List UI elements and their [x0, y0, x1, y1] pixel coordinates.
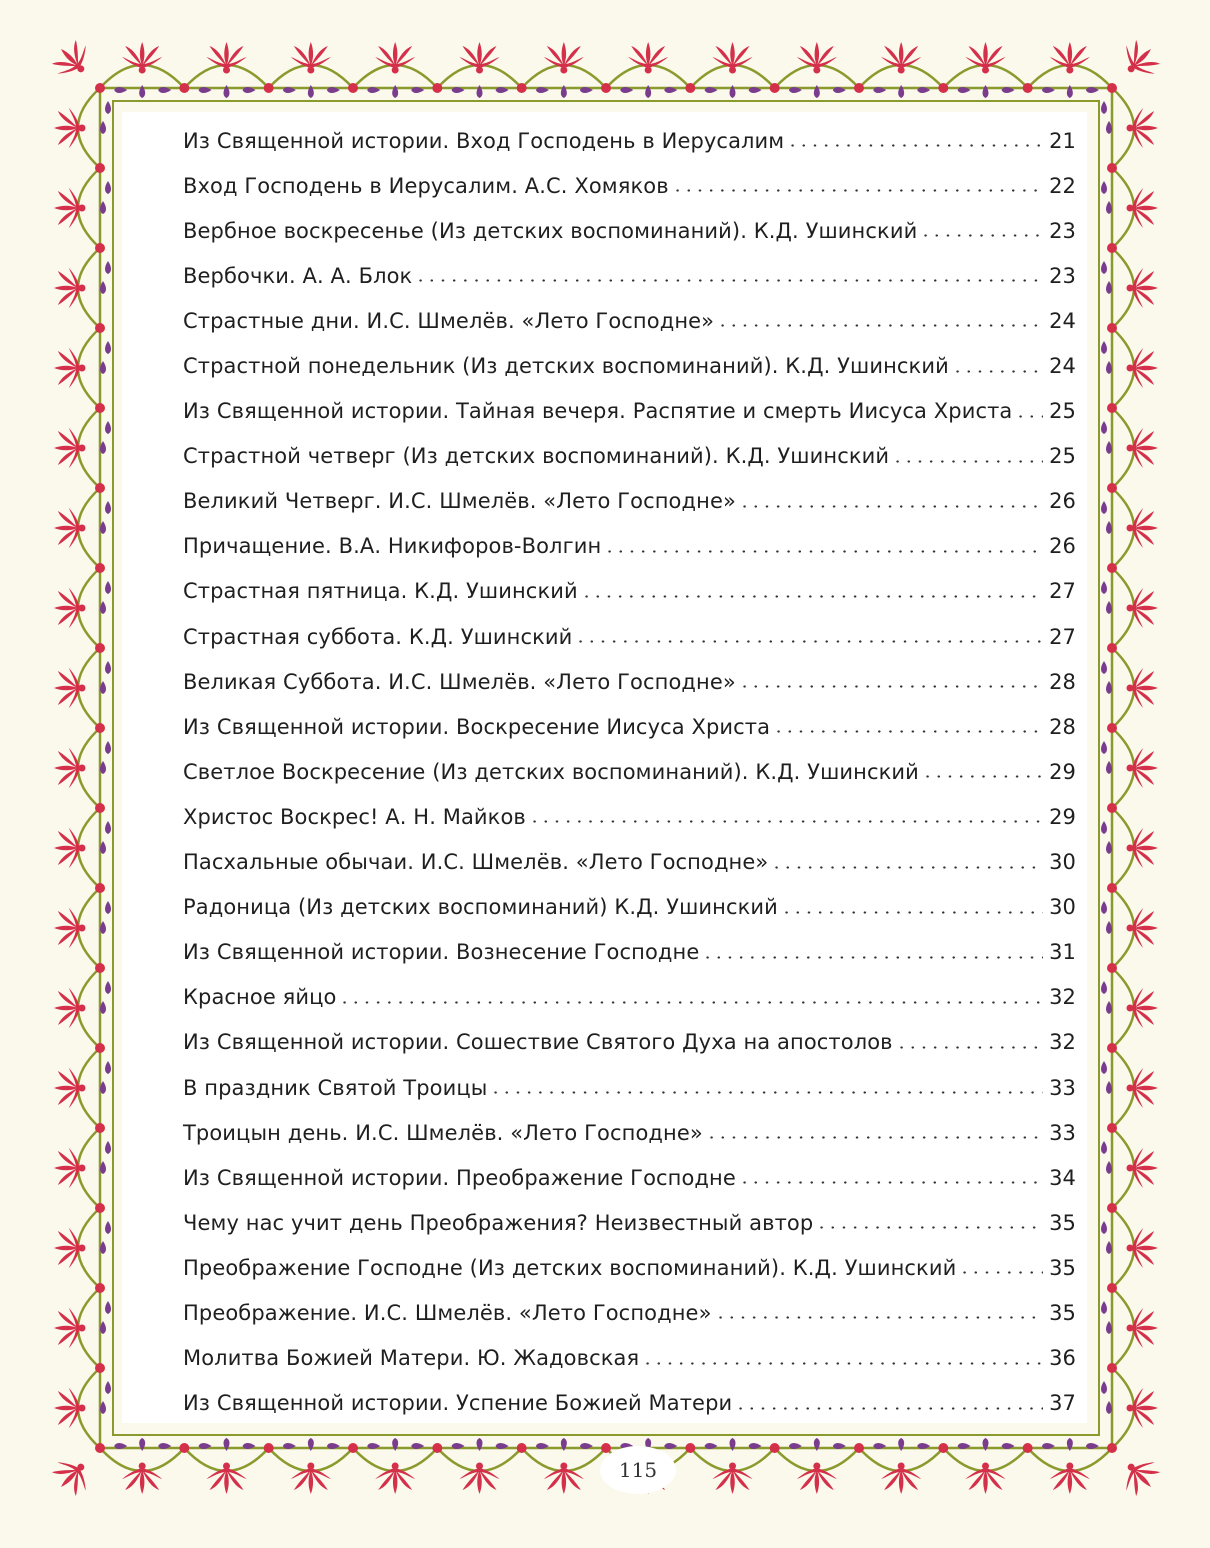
toc-entry [183, 1245, 1076, 1290]
red-dot-icon [1107, 883, 1117, 893]
toc-entry [183, 389, 1076, 434]
purple-drop-icon [1101, 581, 1107, 594]
toc-entry-page: 36 [1049, 1346, 1076, 1371]
toc-entry [183, 704, 1076, 749]
dot-leader [706, 1136, 1043, 1139]
red-dot-icon [95, 1123, 105, 1133]
red-dot-icon [938, 1443, 948, 1453]
red-dot-icon [179, 83, 189, 93]
toc-entry-title: Великий Четверг. И.С. Шмелёв. «Лето Господне» [183, 489, 736, 514]
toc-entry [183, 569, 1076, 614]
toc-entry-title: Пасхальные обычаи. И.С. Шмелёв. «Лето Господне» [183, 850, 769, 875]
red-dot-icon [1107, 1203, 1117, 1213]
toc-entry-page: 31 [1049, 940, 1076, 965]
red-dot-icon [1107, 403, 1117, 413]
red-dot-icon [1107, 1123, 1117, 1133]
red-dot-icon [95, 483, 105, 493]
red-dot-icon [432, 83, 442, 93]
toc-entry-page: 25 [1049, 444, 1076, 469]
purple-drop-icon [105, 1301, 111, 1314]
red-dot-icon [517, 83, 527, 93]
toc-entry-title: Из Священной истории. Вознесение Господне [183, 940, 700, 965]
red-dot-icon [432, 1443, 442, 1453]
toc-entry-title: Вход Господень в Иерусалим. А.С. Хомяков [183, 173, 669, 198]
dot-leader [787, 144, 1043, 147]
red-dot-icon [770, 1443, 780, 1453]
dot-leader [739, 1181, 1043, 1184]
toc-entry [183, 163, 1076, 208]
dot-leader [642, 1362, 1043, 1365]
red-dot-icon [1107, 723, 1117, 733]
dot-leader [702, 956, 1043, 959]
purple-drop-icon [1101, 661, 1107, 674]
toc-entry [183, 614, 1076, 659]
toc-entry-page: 33 [1049, 1120, 1076, 1145]
toc-entry-title: В праздник Святой Троицы [183, 1075, 488, 1100]
toc-entry [183, 794, 1076, 839]
purple-drop-icon [1101, 341, 1107, 354]
page-number: 115 [600, 1446, 676, 1494]
toc-entry-page: 24 [1049, 354, 1076, 379]
dot-leader [604, 550, 1043, 553]
toc-entry-title: Преображение. И.С. Шмелёв. «Лето Господне» [183, 1300, 712, 1325]
toc-entry-title: Вербочки. А. А. Блок [183, 263, 413, 288]
toc-entry-title: Великая Суббота. И.С. Шмелёв. «Лето Господне» [183, 669, 736, 694]
dot-leader [952, 370, 1043, 373]
toc-entry-title: Страстная суббота. К.Д. Ушинский [183, 624, 573, 649]
toc-entry-title: Из Священной истории. Успение Божией Матери [183, 1391, 733, 1416]
toc-entry-title: Троицын день. И.С. Шмелёв. «Лето Господне» [183, 1120, 703, 1145]
red-dot-icon [264, 1443, 274, 1453]
dot-leader [896, 1046, 1043, 1049]
dot-leader [490, 1091, 1043, 1094]
toc-entry [183, 118, 1076, 163]
red-dot-icon [1107, 643, 1117, 653]
toc-entry-title: Светлое Воскресение (Из детских воспоминаний). К.Д. Ушинский [183, 759, 919, 784]
red-dot-icon [1107, 1283, 1117, 1293]
toc-entry-page: 35 [1049, 1210, 1076, 1235]
red-dot-icon [95, 1203, 105, 1213]
dot-leader [922, 775, 1043, 778]
red-dot-icon [601, 1443, 611, 1453]
lotus-flower-icon [47, 1451, 98, 1502]
toc-entry [183, 208, 1076, 253]
toc-entry-page: 35 [1049, 1255, 1076, 1280]
red-dot-icon [854, 1443, 864, 1453]
lotus-flower-icon [1115, 1451, 1166, 1502]
toc-entry-page: 22 [1049, 173, 1076, 198]
toc-entry [183, 749, 1076, 794]
toc-entry [183, 930, 1076, 975]
toc-entry [183, 1336, 1076, 1381]
toc-entry [183, 975, 1076, 1020]
toc-entry-title: Страстная пятница. К.Д. Ушинский [183, 579, 578, 604]
red-dot-icon [95, 1443, 105, 1453]
dot-leader [920, 234, 1043, 237]
purple-drop-icon [1101, 261, 1107, 274]
red-dot-icon [1107, 803, 1117, 813]
purple-drop-icon [105, 421, 111, 434]
dot-leader [735, 1407, 1043, 1410]
red-dot-icon [264, 83, 274, 93]
purple-drop-icon [105, 261, 111, 274]
dot-leader [959, 1271, 1043, 1274]
toc-entry-title: Из Священной истории. Вход Господень в Иерусалим [183, 128, 785, 153]
dot-leader [717, 324, 1043, 327]
toc-entry-title: Из Священной истории. Воскресение Иисуса Христа [183, 714, 771, 739]
table-of-contents [183, 118, 1076, 1426]
toc-entry [183, 1065, 1076, 1110]
toc-entry [183, 1381, 1076, 1426]
toc-entry [183, 434, 1076, 479]
red-dot-icon [95, 323, 105, 333]
dot-leader [672, 189, 1043, 192]
red-dot-icon [770, 83, 780, 93]
red-dot-icon [348, 1443, 358, 1453]
toc-entry [183, 253, 1076, 298]
dot-leader [781, 911, 1043, 914]
red-dot-icon [1107, 1443, 1117, 1453]
dot-leader [739, 505, 1043, 508]
red-dot-icon [95, 1283, 105, 1293]
purple-drop-icon [1101, 101, 1107, 114]
red-dot-icon [95, 1043, 105, 1053]
dot-leader [739, 685, 1043, 688]
purple-drop-icon [1101, 1141, 1107, 1154]
purple-drop-icon [1101, 1301, 1107, 1314]
toc-entry-page: 26 [1049, 534, 1076, 559]
toc-entry-page: 33 [1049, 1075, 1076, 1100]
purple-drop-icon [105, 581, 111, 594]
red-dot-icon [95, 883, 105, 893]
toc-entry-title: Молитва Божией Матери. Ю. Жадовская [183, 1346, 640, 1371]
red-dot-icon [1107, 1043, 1117, 1053]
toc-entry-title: Преображение Господне (Из детских воспоминаний). К.Д. Ушинский [183, 1255, 957, 1280]
purple-drop-icon [1101, 1221, 1107, 1234]
toc-entry-title: Чему нас учит день Преображения? Неизвестный автор [183, 1210, 814, 1235]
toc-entry-page: 23 [1049, 218, 1076, 243]
dot-leader [892, 460, 1043, 463]
red-dot-icon [1107, 483, 1117, 493]
purple-drop-icon [105, 821, 111, 834]
red-dot-icon [1023, 1443, 1033, 1453]
red-dot-icon [95, 243, 105, 253]
dot-leader [773, 730, 1043, 733]
toc-entry [183, 524, 1076, 569]
toc-entry-page: 37 [1049, 1391, 1076, 1416]
red-dot-icon [1107, 963, 1117, 973]
toc-entry [183, 1110, 1076, 1155]
dot-leader [715, 1316, 1044, 1319]
purple-drop-icon [105, 341, 111, 354]
toc-entry-page: 24 [1049, 308, 1076, 333]
purple-drop-icon [1101, 821, 1107, 834]
purple-drop-icon [1101, 901, 1107, 914]
red-dot-icon [1107, 163, 1117, 173]
toc-entry-title: Из Священной истории. Преображение Господне [183, 1165, 736, 1190]
red-dot-icon [95, 723, 105, 733]
red-dot-icon [95, 963, 105, 973]
purple-drop-icon [1101, 501, 1107, 514]
purple-drop-icon [1101, 741, 1107, 754]
red-dot-icon [1107, 563, 1117, 573]
red-dot-icon [685, 83, 695, 93]
toc-entry-title: Радоница (Из детских воспоминаний) К.Д. Ушинский [183, 895, 778, 920]
toc-entry-page: 28 [1049, 714, 1076, 739]
toc-entry-page: 21 [1049, 128, 1076, 153]
red-dot-icon [685, 1443, 695, 1453]
toc-entry-title: Красное яйцо [183, 985, 337, 1010]
red-dot-icon [1107, 1363, 1117, 1373]
red-dot-icon [95, 1363, 105, 1373]
toc-entry-page: 26 [1049, 489, 1076, 514]
toc-entry-page: 29 [1049, 759, 1076, 784]
purple-drop-icon [1101, 1381, 1107, 1394]
lotus-flower-icon [47, 35, 98, 86]
purple-drop-icon [1101, 981, 1107, 994]
toc-entry [183, 1200, 1076, 1245]
dot-leader [575, 640, 1043, 643]
lotus-flower-icon [1115, 35, 1166, 86]
purple-drop-icon [105, 1061, 111, 1074]
toc-entry-page: 29 [1049, 804, 1076, 829]
toc-entry-page: 30 [1049, 850, 1076, 875]
toc-entry [183, 885, 1076, 930]
toc-entry-page: 27 [1049, 579, 1076, 604]
toc-entry [183, 659, 1076, 704]
purple-drop-icon [1101, 421, 1107, 434]
toc-entry-page: 25 [1049, 399, 1076, 424]
red-dot-icon [1107, 83, 1117, 93]
toc-entry-title: Страстной понедельник (Из детских воспоминаний). К.Д. Ушинский [183, 354, 949, 379]
red-dot-icon [601, 83, 611, 93]
purple-drop-icon [105, 1381, 111, 1394]
toc-entry-title: Страстные дни. И.С. Шмелёв. «Лето Господне» [183, 308, 715, 333]
toc-entry-title: Из Священной истории. Тайная вечеря. Распятие и смерть Иисуса Христа [183, 399, 1013, 424]
toc-entry-page: 28 [1049, 669, 1076, 694]
red-dot-icon [95, 163, 105, 173]
purple-drop-icon [105, 1141, 111, 1154]
dot-leader [339, 1001, 1043, 1004]
toc-entry-title: Страстной четверг (Из детских воспоминаний). К.Д. Ушинский [183, 444, 890, 469]
toc-entry-page: 30 [1049, 895, 1076, 920]
toc-entry-page: 34 [1049, 1165, 1076, 1190]
dot-leader [529, 820, 1043, 823]
toc-entry-page: 35 [1049, 1300, 1076, 1325]
toc-entry-page: 32 [1049, 1030, 1076, 1055]
dot-leader [771, 866, 1043, 869]
toc-entry-title: Христос Воскрес! А. Н. Майков [183, 804, 526, 829]
red-dot-icon [1023, 83, 1033, 93]
toc-entry [183, 343, 1076, 388]
red-dot-icon [1107, 323, 1117, 333]
purple-drop-icon [1101, 1061, 1107, 1074]
purple-drop-icon [105, 181, 111, 194]
toc-entry [183, 840, 1076, 885]
dot-leader [415, 279, 1043, 282]
red-dot-icon [938, 83, 948, 93]
red-dot-icon [95, 803, 105, 813]
red-dot-icon [1107, 243, 1117, 253]
purple-drop-icon [1101, 181, 1107, 194]
red-dot-icon [517, 1443, 527, 1453]
dot-leader [816, 1226, 1043, 1229]
toc-entry [183, 1155, 1076, 1200]
dot-leader [581, 595, 1043, 598]
purple-drop-icon [105, 661, 111, 674]
red-dot-icon [95, 563, 105, 573]
toc-entry-page: 32 [1049, 985, 1076, 1010]
toc-entry-title: Из Священной истории. Сошествие Святого Духа на апостолов [183, 1030, 893, 1055]
red-dot-icon [95, 83, 105, 93]
purple-drop-icon [105, 901, 111, 914]
purple-drop-icon [105, 101, 111, 114]
toc-entry [183, 298, 1076, 343]
red-dot-icon [95, 403, 105, 413]
toc-entry-page: 27 [1049, 624, 1076, 649]
toc-entry [183, 479, 1076, 524]
red-dot-icon [179, 1443, 189, 1453]
red-dot-icon [854, 83, 864, 93]
purple-drop-icon [105, 741, 111, 754]
red-dot-icon [348, 83, 358, 93]
purple-drop-icon [105, 501, 111, 514]
purple-drop-icon [105, 1221, 111, 1234]
toc-entry [183, 1290, 1076, 1335]
dot-leader [1015, 415, 1043, 418]
toc-entry-page: 23 [1049, 263, 1076, 288]
toc-entry-title: Вербное воскресенье (Из детских воспоминаний). К.Д. Ушинский [183, 218, 918, 243]
toc-entry-title: Причащение. В.А. Никифоров-Волгин [183, 534, 602, 559]
red-dot-icon [95, 643, 105, 653]
toc-entry [183, 1020, 1076, 1065]
purple-drop-icon [105, 981, 111, 994]
